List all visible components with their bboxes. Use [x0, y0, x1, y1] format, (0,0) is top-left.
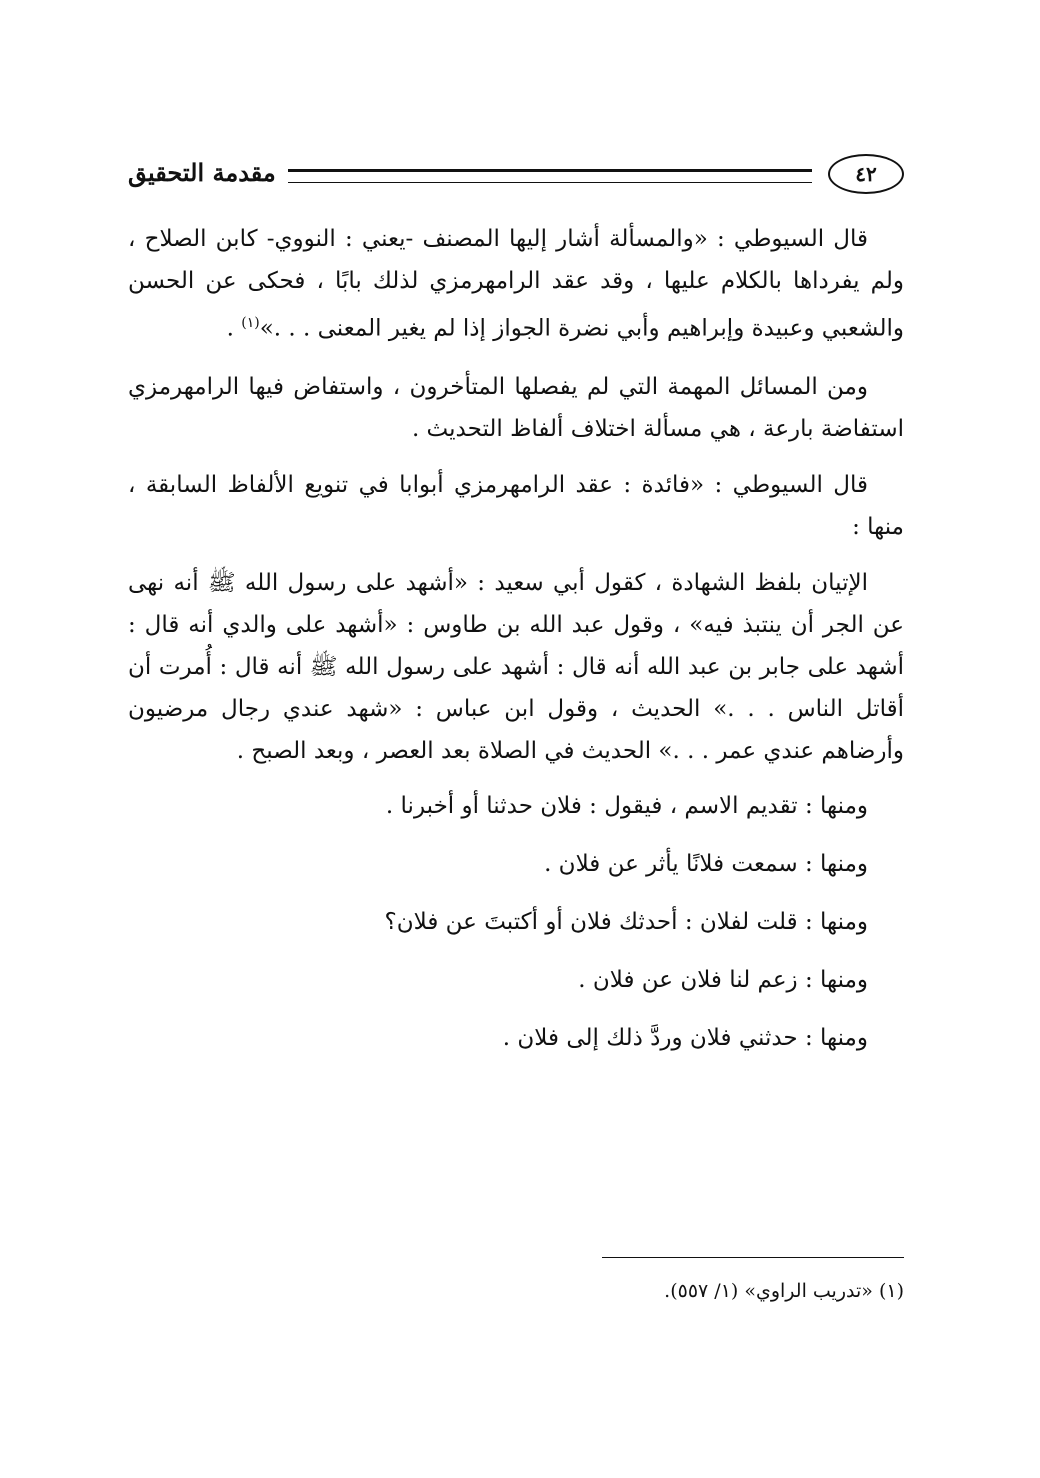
list-item: ومنها : تقديم الاسم ، فيقول : فلان حدثنا أو أخبرنا .: [385, 792, 868, 819]
page-header: [128, 150, 904, 200]
header-double-rule: [288, 169, 812, 183]
footnote-ref: (١): [241, 315, 260, 331]
paragraph-tahdith-wording: ومن المسائل المهمة التي لم يفصلها المتأخرون ، واستفاض فيها الرامهرمزي استفاضة بارعة ، هي مسألة اختلاف ألفاظ التحديث .: [128, 373, 904, 442]
list-item: ومنها : حدثني فلان وردَّ ذلك إلى فلان .: [502, 1024, 868, 1051]
footnote: (١) «تدريب الراوي» (١/ ٥٥٧).: [664, 1280, 904, 1302]
footnote-separator: [602, 1257, 904, 1258]
paragraph-shahada: الإتيان بلفظ الشهادة ، كقول أبي سعيد : «أشهد على رسول الله ﷺ أنه نهى عن الجر أن ينتبذ فيه» ، وقول عبد الله بن طاوس : «أشهد على والدي أنه قال : أشهد على جابر بن عبد الله أنه قال : أشهد على رسول الله ﷺ أنه قال : أُمرت أن أقاتل الناس . . .» الحديث ، وقول ابن عباس : «شهد عندي رجال مرضيون وأرضاهم عندي عمر . . .» الحديث في الصلاة بعد العصر ، وبعد الصبح .: [128, 569, 904, 764]
list-item: ومنها : قلت لفلان : أحدثك فلان أو أكتبتَ عن فلان؟: [384, 908, 868, 935]
running-title: مقدمة التحقيق: [128, 158, 276, 187]
paragraph-faida: قال السيوطي : «فائدة : عقد الرامهرمزي أبوابا في تنويع الألفاظ السابقة ، منها :: [128, 471, 904, 540]
page-number: ٤٢: [828, 154, 904, 194]
main-text: [128, 218, 904, 1076]
list-item: ومنها : سمعت فلانًا يأثر عن فلان .: [544, 850, 868, 877]
paragraph-suyuti-quote: قال السيوطي : «والمسألة أشار إليها المصنف -يعني : النووي- كابن الصلاح ، ولم يفرداها بالكلام عليها ، وقد عقد الرامهرمزي لذلك بابًا ، فحكى عن الحسن والشعبي وعبيدة وإبراهيم وأبي نضرة الجواز إذا لم يغير المعنى . . .»$^{(١)}$ .: [128, 226, 904, 342]
list-item: ومنها : زعم لنا فلان عن فلان .: [578, 966, 868, 993]
